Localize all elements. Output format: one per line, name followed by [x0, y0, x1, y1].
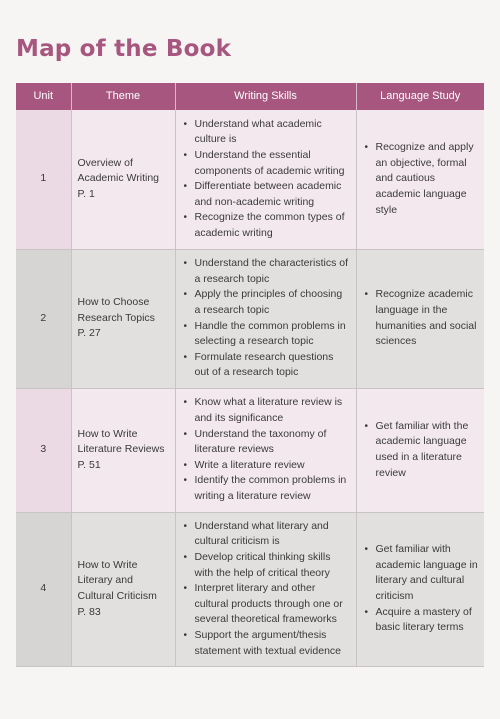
language-study-item: • Acquire a mastery of basic literary terms: [365, 605, 479, 636]
writing-skills-list: [184, 256, 350, 381]
writing-skills-item: • Differentiate between academic and non-academic writing: [184, 179, 350, 210]
theme-line: P. 83: [77, 605, 101, 618]
theme-line: Overview of: [77, 156, 133, 169]
writing-skills-item: • Understand the taxonomy of literature reviews: [184, 427, 350, 458]
theme-line: How to Write: [77, 427, 138, 440]
table-row: [16, 249, 484, 388]
writing-skills-cell: [175, 110, 356, 249]
writing-skills-list: [184, 519, 350, 659]
table-row: [16, 388, 484, 512]
unit-theme: [71, 512, 175, 666]
header-language-study: Language Study: [356, 83, 484, 110]
language-study-cell: [356, 110, 484, 249]
writing-skills-list: [184, 395, 350, 504]
language-study-cell: [356, 512, 484, 666]
writing-skills-item: • Understand what academic culture is: [184, 117, 350, 148]
language-study-list: [365, 542, 479, 636]
theme-line: Academic Writing: [77, 172, 159, 185]
writing-skills-cell: [175, 249, 356, 388]
theme-line: How to Write: [77, 558, 138, 571]
language-study-item: • Get familiar with academic language in literary and cultural criticism: [365, 542, 479, 604]
language-study-list: [365, 287, 479, 349]
book-map-table: [16, 83, 484, 667]
writing-skills-item: • Support the argument/thesis statement with textual evidence: [184, 628, 350, 659]
theme-line: Cultural Criticism: [77, 590, 157, 602]
language-study-cell: [356, 388, 484, 512]
page-title: Map of the Book: [16, 36, 232, 62]
theme-line: How to Choose: [77, 296, 150, 309]
header-unit: Unit: [16, 83, 71, 110]
unit-number: 3: [16, 388, 71, 512]
unit-theme: [71, 249, 175, 388]
table-row: [16, 110, 484, 249]
writing-skills-item: • Formulate research questions out of a research topic: [184, 350, 350, 381]
writing-skills-item: • Recognize the common types of academic writing: [184, 210, 350, 241]
language-study-item: • Recognize academic language in the humanities and social sciences: [365, 287, 479, 349]
theme-line: Research Topics: [77, 311, 155, 324]
theme-line: P. 1: [77, 188, 95, 201]
writing-skills-item: • Interpret literary and other cultural products through one or several theoretical frameworks: [184, 581, 350, 628]
unit-theme: [71, 110, 175, 249]
writing-skills-item: • Develop critical thinking skills with the help of critical theory: [184, 550, 350, 581]
header-theme: Theme: [71, 83, 175, 110]
table-header-row: [16, 83, 484, 110]
table-row: [16, 512, 484, 666]
language-study-cell: [356, 249, 484, 388]
language-study-item: • Get familiar with the academic language used in a literature review: [365, 419, 479, 481]
language-study-list: [365, 419, 479, 481]
theme-line: Literature Reviews: [77, 443, 165, 456]
writing-skills-item: • Understand the essential components of academic writing: [184, 148, 350, 179]
writing-skills-item: • Identify the common problems in writing a literature review: [184, 473, 350, 504]
writing-skills-cell: [175, 388, 356, 512]
writing-skills-item: • Understand the characteristics of a research topic: [184, 256, 350, 287]
unit-number: 2: [16, 249, 71, 388]
language-study-list: [365, 140, 479, 218]
theme-line: P. 51: [77, 458, 101, 471]
table-body: [16, 110, 484, 666]
theme-line: P. 27: [77, 327, 101, 340]
writing-skills-item: • Handle the common problems in selecting a research topic: [184, 319, 350, 350]
writing-skills-cell: [175, 512, 356, 666]
writing-skills-item: • Apply the principles of choosing a research topic: [184, 287, 350, 318]
unit-number: 1: [16, 110, 71, 249]
unit-number: 4: [16, 512, 71, 666]
header-writing-skills: Writing Skills: [175, 83, 356, 110]
language-study-item: • Recognize and apply an objective, formal and cautious academic language style: [365, 140, 479, 218]
unit-theme: [71, 388, 175, 512]
writing-skills-list: [184, 117, 350, 242]
theme-line: Literary and: [77, 574, 133, 587]
writing-skills-item: • Know what a literature review is and its significance: [184, 395, 350, 426]
writing-skills-item: • Understand what literary and cultural criticism is: [184, 519, 350, 550]
writing-skills-item: • Write a literature review: [184, 458, 350, 474]
